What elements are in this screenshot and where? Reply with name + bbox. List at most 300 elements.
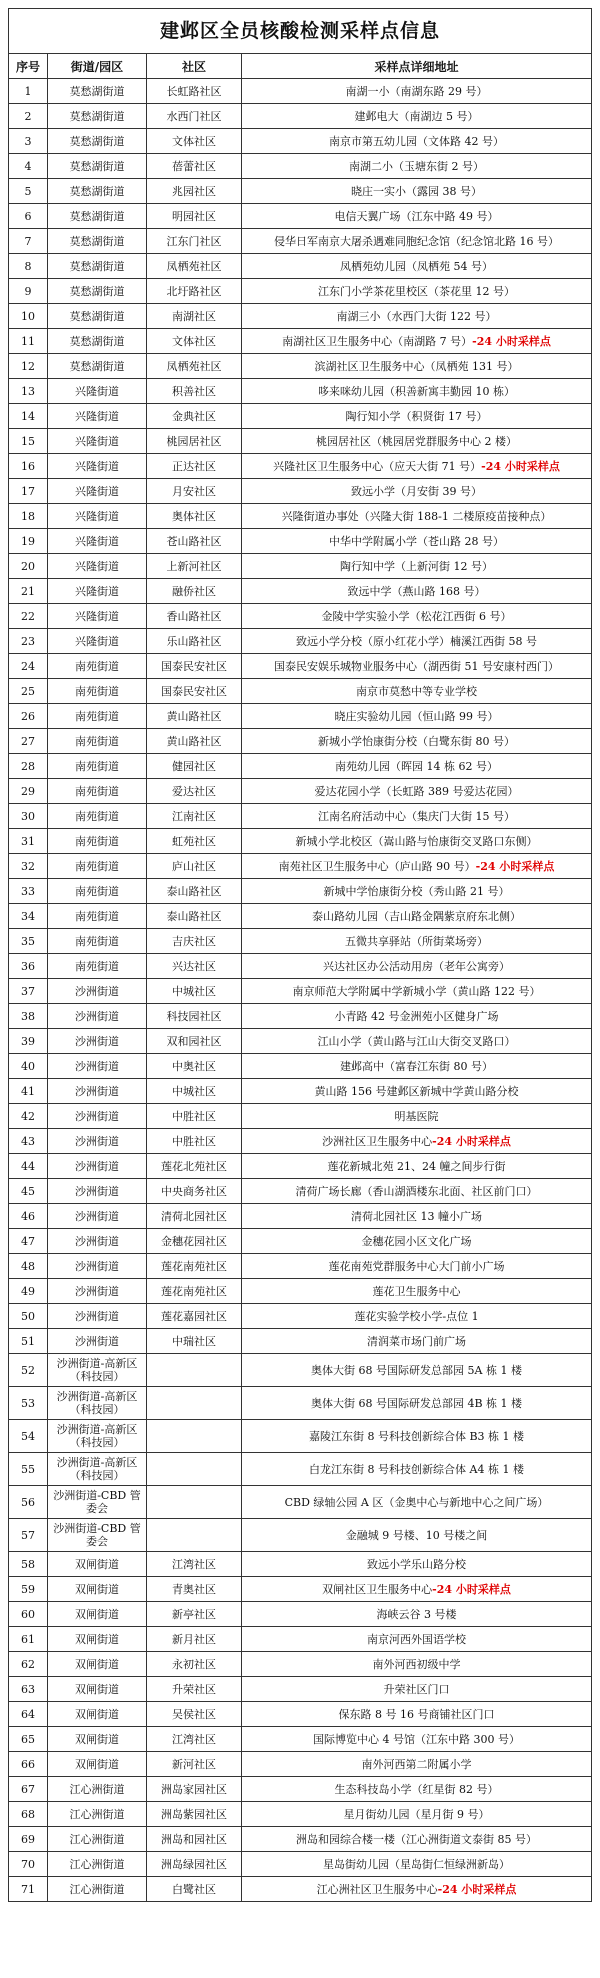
cell-street: 沙洲街道 <box>48 979 147 1004</box>
address-text: 爱达花园小学（长虹路 389 号爱达花园） <box>314 784 519 798</box>
table-row <box>9 679 592 704</box>
cell-number: 34 <box>9 904 48 929</box>
cell-address <box>242 1852 592 1877</box>
cell-community: 正达社区 <box>147 454 242 479</box>
table-row <box>9 79 592 104</box>
table-row <box>9 1827 592 1852</box>
cell-community: 莲花嘉园社区 <box>147 1304 242 1329</box>
address-text: 兴隆社区卫生服务中心（应天大街 71 号） <box>273 459 482 473</box>
cell-community: 文体社区 <box>147 329 242 354</box>
cell-community: 奥体社区 <box>147 504 242 529</box>
cell-street: 南苑街道 <box>48 829 147 854</box>
cell-address <box>242 804 592 829</box>
cell-address <box>242 279 592 304</box>
table-row <box>9 554 592 579</box>
table-row <box>9 104 592 129</box>
address-text: 金融城 9 号楼、10 号楼之间 <box>345 1528 488 1542</box>
table-row <box>9 179 592 204</box>
table-row <box>9 329 592 354</box>
address-text: 致远小学（月安街 39 号） <box>351 484 482 498</box>
table-row <box>9 1453 592 1486</box>
cell-community: 莲花南苑社区 <box>147 1254 242 1279</box>
cell-number: 56 <box>9 1486 48 1519</box>
table-row <box>9 1602 592 1627</box>
table-row <box>9 704 592 729</box>
table-row <box>9 354 592 379</box>
cell-number: 18 <box>9 504 48 529</box>
cell-address <box>242 1577 592 1602</box>
cell-number: 45 <box>9 1179 48 1204</box>
cell-number: 53 <box>9 1387 48 1420</box>
address-text: 新城中学怡康街分校（秀山路 21 号） <box>323 884 510 898</box>
cell-street: 莫愁湖街道 <box>48 254 147 279</box>
cell-street: 双闸街道 <box>48 1552 147 1577</box>
note-24h: -24 小时采样点 <box>432 1134 511 1148</box>
cell-number: 23 <box>9 629 48 654</box>
table-row <box>9 1727 592 1752</box>
cell-community: 青奥社区 <box>147 1577 242 1602</box>
cell-community: 明园社区 <box>147 204 242 229</box>
table-row <box>9 1179 592 1204</box>
cell-community: 桃园居社区 <box>147 429 242 454</box>
cell-street: 莫愁湖街道 <box>48 154 147 179</box>
address-text: 星月街幼儿园（星月街 9 号） <box>343 1807 490 1821</box>
cell-community: 月安社区 <box>147 479 242 504</box>
cell-community: 黄山路社区 <box>147 729 242 754</box>
cell-number: 37 <box>9 979 48 1004</box>
cell-community: 中胜社区 <box>147 1104 242 1129</box>
cell-number: 63 <box>9 1677 48 1702</box>
table-row <box>9 1104 592 1129</box>
table-row <box>9 1279 592 1304</box>
cell-street: 沙洲街道 <box>48 1054 147 1079</box>
cell-community: 文体社区 <box>147 129 242 154</box>
cell-community <box>147 1486 242 1519</box>
cell-address <box>242 1204 592 1229</box>
address-text: 金穗花园小区文化广场 <box>361 1234 472 1248</box>
table-row <box>9 1877 592 1902</box>
address-text: 金陵中学实验小学（松花江西街 6 号） <box>321 609 512 623</box>
cell-address <box>242 729 592 754</box>
address-text: 奥体大街 68 号国际研发总部园 4B 栋 1 楼 <box>310 1396 523 1410</box>
address-text: 建邺高中（富春江东街 80 号） <box>340 1059 493 1073</box>
cell-address <box>242 254 592 279</box>
cell-number: 47 <box>9 1229 48 1254</box>
cell-street: 南苑街道 <box>48 804 147 829</box>
table-row <box>9 854 592 879</box>
address-text: 国际博览中心 4 号馆（江东中路 300 号） <box>313 1732 520 1746</box>
cell-number: 42 <box>9 1104 48 1129</box>
address-text: 南外河西初级中学 <box>372 1657 461 1671</box>
cell-street: 沙洲街道 <box>48 1254 147 1279</box>
cell-street: 莫愁湖街道 <box>48 129 147 154</box>
cell-street: 莫愁湖街道 <box>48 279 147 304</box>
table-row <box>9 1486 592 1519</box>
cell-street: 双闸街道 <box>48 1752 147 1777</box>
cell-community: 庐山社区 <box>147 854 242 879</box>
cell-street: 沙洲街道 <box>48 1229 147 1254</box>
cell-street: 沙洲街道-高新区（科技园） <box>48 1453 147 1486</box>
cell-community: 升荣社区 <box>147 1677 242 1702</box>
table-row <box>9 1752 592 1777</box>
cell-address <box>242 1254 592 1279</box>
address-text: 凤栖苑幼儿园（凤栖苑 54 号） <box>340 259 493 273</box>
cell-community: 中城社区 <box>147 1079 242 1104</box>
cell-community: 黄山路社区 <box>147 704 242 729</box>
table-row <box>9 229 592 254</box>
cell-number: 1 <box>9 79 48 104</box>
cell-street: 莫愁湖街道 <box>48 79 147 104</box>
cell-address <box>242 604 592 629</box>
cell-address <box>242 379 592 404</box>
cell-number: 46 <box>9 1204 48 1229</box>
address-text: 清荷广场长廊（香山湖酒楼东北面、社区前门口） <box>295 1184 538 1198</box>
note-24h: -24 小时采样点 <box>432 1582 511 1596</box>
cell-street: 双闸街道 <box>48 1577 147 1602</box>
address-text: 南京师范大学附属中学新城小学（黄山路 122 号） <box>292 984 541 998</box>
cell-number: 21 <box>9 579 48 604</box>
cell-community: 凤栖苑社区 <box>147 254 242 279</box>
table-row <box>9 1004 592 1029</box>
address-text: 星岛街幼儿园（星岛街仁恒绿洲新岛） <box>323 1857 510 1871</box>
cell-street: 南苑街道 <box>48 704 147 729</box>
cell-street: 南苑街道 <box>48 854 147 879</box>
cell-number: 30 <box>9 804 48 829</box>
cell-address <box>242 1104 592 1129</box>
cell-street: 双闸街道 <box>48 1602 147 1627</box>
cell-street: 沙洲街道 <box>48 1154 147 1179</box>
cell-community: 永初社区 <box>147 1652 242 1677</box>
cell-community: 中央商务社区 <box>147 1179 242 1204</box>
cell-address <box>242 579 592 604</box>
cell-number: 60 <box>9 1602 48 1627</box>
cell-community: 兆园社区 <box>147 179 242 204</box>
table-row <box>9 1702 592 1727</box>
cell-community: 凤栖苑社区 <box>147 354 242 379</box>
cell-address <box>242 1627 592 1652</box>
cell-street: 莫愁湖街道 <box>48 104 147 129</box>
cell-street: 沙洲街道 <box>48 1104 147 1129</box>
cell-number: 61 <box>9 1627 48 1652</box>
cell-number: 62 <box>9 1652 48 1677</box>
cell-address <box>242 904 592 929</box>
table-row <box>9 1154 592 1179</box>
cell-address <box>242 779 592 804</box>
cell-community: 江东门社区 <box>147 229 242 254</box>
cell-street: 兴隆街道 <box>48 629 147 654</box>
cell-number: 64 <box>9 1702 48 1727</box>
address-text: 致远中学（燕山路 168 号） <box>347 584 486 598</box>
table-row <box>9 804 592 829</box>
cell-community: 江南社区 <box>147 804 242 829</box>
table-row <box>9 979 592 1004</box>
address-text: 中华中学附属小学（苍山路 28 号） <box>329 534 504 548</box>
cell-number: 22 <box>9 604 48 629</box>
address-text: 生态科技岛小学（红星街 82 号） <box>334 1782 499 1796</box>
cell-community <box>147 1387 242 1420</box>
cell-address <box>242 1453 592 1486</box>
address-text: 江心洲社区卫生服务中心 <box>316 1882 438 1896</box>
address-text: 南苑幼儿园（晖园 14 栋 62 号） <box>335 759 498 773</box>
note-24h: -24 小时采样点 <box>475 859 555 873</box>
table-row <box>9 454 592 479</box>
cell-number: 52 <box>9 1354 48 1387</box>
cell-community: 新河社区 <box>147 1752 242 1777</box>
cell-address <box>242 654 592 679</box>
cell-community: 金穗花园社区 <box>147 1229 242 1254</box>
address-text: 莲花卫生服务中心 <box>372 1284 461 1298</box>
address-text: 江山小学（黄山路与江山大街交叉路口） <box>317 1034 516 1048</box>
cell-street: 江心洲街道 <box>48 1777 147 1802</box>
address-text: 清荷北园社区 13 幢小广场 <box>351 1209 482 1223</box>
address-text: 南京市莫愁中等专业学校 <box>356 684 477 698</box>
cell-number: 32 <box>9 854 48 879</box>
address-text: 明基医院 <box>394 1109 439 1123</box>
table-row <box>9 1254 592 1279</box>
cell-street: 沙洲街道 <box>48 1329 147 1354</box>
cell-address <box>242 229 592 254</box>
table-row <box>9 1552 592 1577</box>
cell-community <box>147 1354 242 1387</box>
cell-address <box>242 454 592 479</box>
cell-address <box>242 1486 592 1519</box>
table-row <box>9 929 592 954</box>
address-text: 南外河西第二附属小学 <box>361 1757 472 1771</box>
cell-address <box>242 1519 592 1552</box>
cell-address <box>242 629 592 654</box>
cell-community: 水西门社区 <box>147 104 242 129</box>
cell-community: 吉庆社区 <box>147 929 242 954</box>
cell-community: 中瑞社区 <box>147 1329 242 1354</box>
cell-street: 江心洲街道 <box>48 1852 147 1877</box>
cell-address <box>242 104 592 129</box>
table-row <box>9 529 592 554</box>
table-row <box>9 604 592 629</box>
table-row <box>9 629 592 654</box>
table-row <box>9 1129 592 1154</box>
cell-community: 中城社区 <box>147 979 242 1004</box>
cell-address <box>242 879 592 904</box>
address-text: 兴达社区办公活动用房（老年公寓旁） <box>323 959 510 973</box>
header-address: 采样点详细地址 <box>242 54 592 79</box>
cell-street: 兴隆街道 <box>48 579 147 604</box>
cell-community: 新月社区 <box>147 1627 242 1652</box>
table-row <box>9 1304 592 1329</box>
table-row <box>9 1229 592 1254</box>
cell-community: 融侨社区 <box>147 579 242 604</box>
cell-address <box>242 479 592 504</box>
cell-address <box>242 329 592 354</box>
cell-street: 沙洲街道 <box>48 1079 147 1104</box>
cell-address <box>242 1702 592 1727</box>
table-row <box>9 1519 592 1552</box>
cell-address <box>242 679 592 704</box>
table-row <box>9 954 592 979</box>
cell-number: 13 <box>9 379 48 404</box>
address-text: 南湖一小（南湖东路 29 号） <box>345 84 488 98</box>
cell-address <box>242 554 592 579</box>
cell-community: 吴侯社区 <box>147 1702 242 1727</box>
table-row <box>9 779 592 804</box>
address-text: 黄山路 156 号建邺区新城中学黄山路分校 <box>314 1084 519 1098</box>
table-row <box>9 1577 592 1602</box>
cell-number: 2 <box>9 104 48 129</box>
cell-community: 洲岛和园社区 <box>147 1827 242 1852</box>
address-text: 建邺电大（南湖边 5 号） <box>354 109 479 123</box>
address-text: 电信天翼广场（江东中路 49 号） <box>334 209 499 223</box>
cell-community: 积善社区 <box>147 379 242 404</box>
cell-street: 南苑街道 <box>48 904 147 929</box>
cell-street: 双闸街道 <box>48 1677 147 1702</box>
cell-address <box>242 1354 592 1387</box>
table-row <box>9 1420 592 1453</box>
cell-street: 兴隆街道 <box>48 554 147 579</box>
cell-number: 3 <box>9 129 48 154</box>
cell-street: 沙洲街道 <box>48 1179 147 1204</box>
cell-street: 南苑街道 <box>48 679 147 704</box>
address-text: 新城小学北校区（嵩山路与怡康街交叉路口东侧） <box>295 834 538 848</box>
address-text: 滨湖社区卫生服务中心（凤栖苑 131 号） <box>314 359 519 373</box>
cell-address <box>242 1229 592 1254</box>
cell-address <box>242 304 592 329</box>
table-row <box>9 904 592 929</box>
cell-street: 南苑街道 <box>48 779 147 804</box>
cell-address <box>242 1004 592 1029</box>
table-row <box>9 204 592 229</box>
cell-address <box>242 1054 592 1079</box>
cell-number: 36 <box>9 954 48 979</box>
cell-number: 11 <box>9 329 48 354</box>
cell-community: 中奥社区 <box>147 1054 242 1079</box>
table-row <box>9 1029 592 1054</box>
cell-community: 蓓蕾社区 <box>147 154 242 179</box>
table-row <box>9 1079 592 1104</box>
cell-street: 莫愁湖街道 <box>48 179 147 204</box>
cell-community: 泰山路社区 <box>147 879 242 904</box>
address-text: 兴隆街道办事处（兴隆大街 188-1 二楼原疫苗接种点） <box>281 509 552 523</box>
address-text: 清润菜市场门前广场 <box>367 1334 466 1348</box>
table-row <box>9 654 592 679</box>
address-text: 新城小学怡康街分校（白鹭东街 80 号） <box>318 734 515 748</box>
table-row <box>9 1387 592 1420</box>
cell-number: 38 <box>9 1004 48 1029</box>
cell-community: 兴达社区 <box>147 954 242 979</box>
address-text: 哆来咪幼儿园（积善新寓丰勤园 10 栋） <box>318 384 515 398</box>
address-text: 泰山路幼儿园（吉山路金隅紫京府东北侧） <box>312 909 521 923</box>
cell-community <box>147 1453 242 1486</box>
cell-community: 莲花北苑社区 <box>147 1154 242 1179</box>
cell-number: 16 <box>9 454 48 479</box>
table-row <box>9 579 592 604</box>
address-text: 南湖二小（玉塘东街 2 号） <box>349 159 484 173</box>
cell-community: 中胜社区 <box>147 1129 242 1154</box>
cell-address <box>242 504 592 529</box>
cell-address <box>242 754 592 779</box>
table-row <box>9 279 592 304</box>
cell-street: 南苑街道 <box>48 954 147 979</box>
cell-street: 莫愁湖街道 <box>48 204 147 229</box>
cell-community <box>147 1420 242 1453</box>
cell-number: 71 <box>9 1877 48 1902</box>
table-row <box>9 404 592 429</box>
cell-number: 19 <box>9 529 48 554</box>
cell-number: 49 <box>9 1279 48 1304</box>
cell-number: 69 <box>9 1827 48 1852</box>
table-row <box>9 1777 592 1802</box>
cell-street: 莫愁湖街道 <box>48 304 147 329</box>
cell-number: 44 <box>9 1154 48 1179</box>
cell-number: 27 <box>9 729 48 754</box>
cell-street: 兴隆街道 <box>48 454 147 479</box>
cell-community: 科技园社区 <box>147 1004 242 1029</box>
cell-number: 67 <box>9 1777 48 1802</box>
cell-address <box>242 1079 592 1104</box>
cell-community: 双和园社区 <box>147 1029 242 1054</box>
cell-street: 沙洲街道 <box>48 1004 147 1029</box>
cell-number: 41 <box>9 1079 48 1104</box>
cell-number: 20 <box>9 554 48 579</box>
cell-address <box>242 79 592 104</box>
note-24h: -24 小时采样点 <box>481 459 560 473</box>
table-row <box>9 479 592 504</box>
address-text: 沙洲社区卫生服务中心 <box>322 1134 433 1148</box>
table-row <box>9 879 592 904</box>
cell-street: 南苑街道 <box>48 929 147 954</box>
cell-address <box>242 179 592 204</box>
address-text: 晓庄实验幼儿园（恒山路 99 号） <box>334 709 499 723</box>
address-text: 升荣社区门口 <box>383 1682 450 1696</box>
table-row <box>9 254 592 279</box>
address-text: 陶行知小学（积贤街 17 号） <box>345 409 488 423</box>
header-community: 社区 <box>147 54 242 79</box>
sampling-table <box>8 53 592 1902</box>
cell-community: 乐山路社区 <box>147 629 242 654</box>
address-text: 南京河西外国语学校 <box>367 1632 466 1646</box>
table-row <box>9 1677 592 1702</box>
cell-community: 苍山路社区 <box>147 529 242 554</box>
page-title: 建邺区全员核酸检测采样点信息 <box>8 8 592 53</box>
cell-number: 40 <box>9 1054 48 1079</box>
cell-street: 兴隆街道 <box>48 379 147 404</box>
cell-community: 泰山路社区 <box>147 904 242 929</box>
cell-address <box>242 204 592 229</box>
cell-address <box>242 529 592 554</box>
table-row <box>9 304 592 329</box>
cell-number: 15 <box>9 429 48 454</box>
cell-address <box>242 1877 592 1902</box>
address-text: 莲花新城北苑 21、24 幢之间步行街 <box>327 1159 506 1173</box>
cell-number: 50 <box>9 1304 48 1329</box>
cell-number: 48 <box>9 1254 48 1279</box>
table-header-row <box>9 54 592 79</box>
cell-number: 31 <box>9 829 48 854</box>
cell-community <box>147 1519 242 1552</box>
cell-street: 沙洲街道-高新区（科技园） <box>48 1420 147 1453</box>
address-text: 国泰民安娱乐城物业服务中心（湖西街 51 号安康村西门） <box>274 659 559 673</box>
address-text: 晓庄一实小（露园 38 号） <box>351 184 482 198</box>
cell-address <box>242 1652 592 1677</box>
cell-community: 北圩路社区 <box>147 279 242 304</box>
cell-street: 兴隆街道 <box>48 504 147 529</box>
cell-community: 虹苑社区 <box>147 829 242 854</box>
cell-community: 洲岛紫园社区 <box>147 1802 242 1827</box>
cell-street: 沙洲街道 <box>48 1204 147 1229</box>
cell-number: 24 <box>9 654 48 679</box>
cell-number: 65 <box>9 1727 48 1752</box>
table-row <box>9 1802 592 1827</box>
cell-number: 29 <box>9 779 48 804</box>
address-text: 南京市第五幼儿园（文体路 42 号） <box>329 134 504 148</box>
